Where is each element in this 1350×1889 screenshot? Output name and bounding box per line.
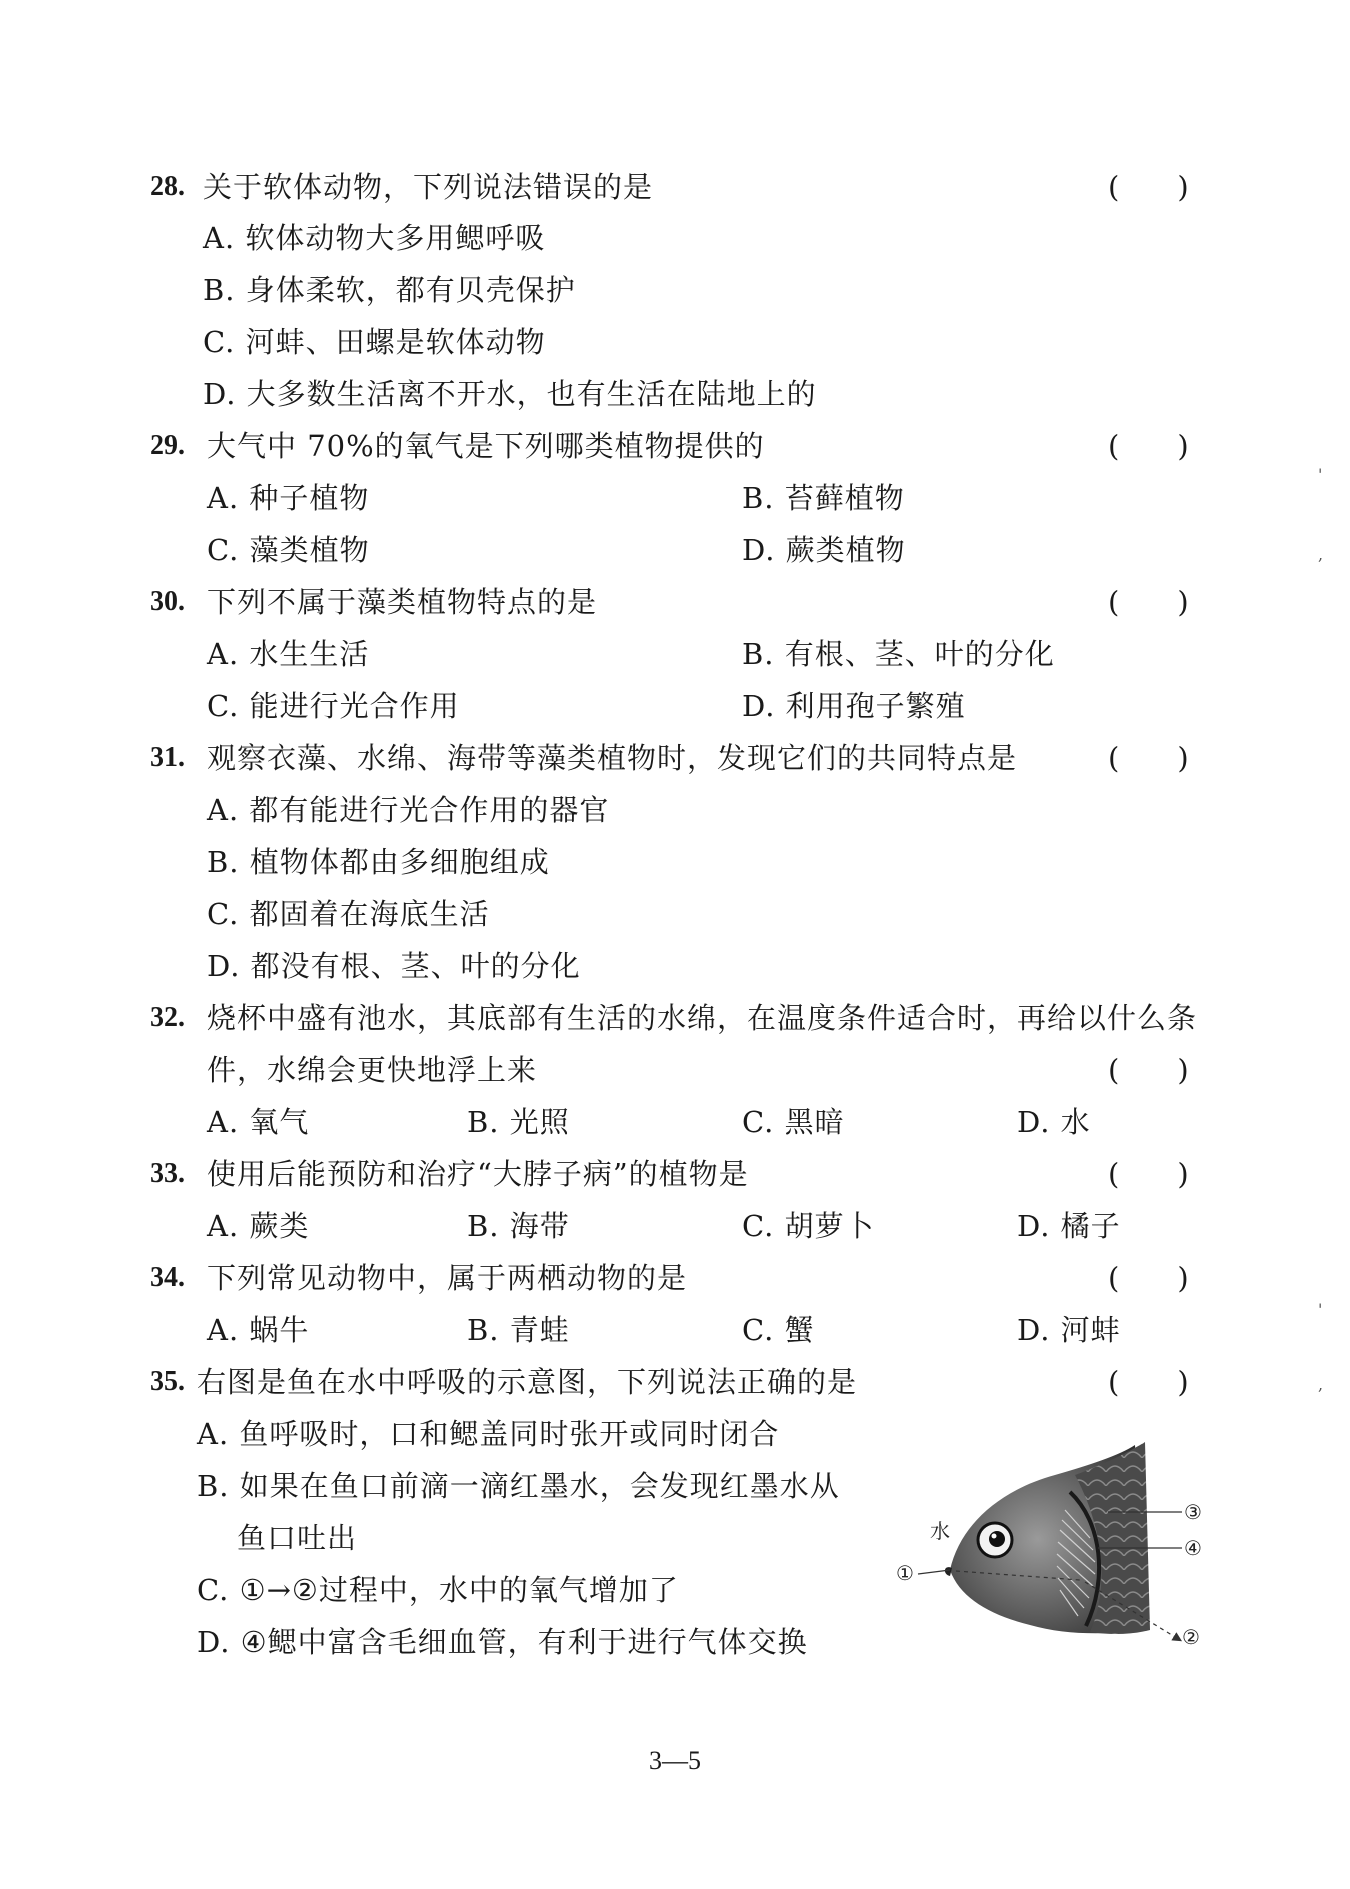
question-32-stem-continued: 件，水绵会更快地浮上来 [207,1053,538,1087]
question-29-number: 29. [150,430,185,461]
question-31-option-c: C. 都固着在海底生活 [207,897,490,931]
question-31-option-b: B. 植物体都由多细胞组成 [207,845,550,879]
question-29-option-d: D. 蕨类植物 [742,533,906,567]
question-33-option-b: B. 海带 [467,1209,570,1243]
marker-2-label: ② [1182,1625,1200,1649]
question-34-option-d: D. 河蚌 [1017,1313,1121,1347]
question-35-stem: 右图是鱼在水中呼吸的示意图，下列说法正确的是 [197,1365,858,1399]
water-label: 水 [930,1519,950,1543]
marker-3-label: ③ [1184,1500,1202,1524]
scan-edge-mark: ' [1318,465,1323,484]
question-29-stem: 大气中 70%的氧气是下列哪类植物提供的 [207,429,765,463]
question-35-option-b-continued: 鱼口吐出 [237,1521,358,1555]
question-28-option-b: B. 身体柔软，都有贝壳保护 [203,273,576,307]
question-32-option-d: D. 水 [1017,1105,1091,1139]
question-28-option-a: A. 软体动物大多用鳃呼吸 [203,221,546,255]
marker-4-label: ④ [1184,1536,1202,1560]
question-32-option-a: A. 氧气 [207,1105,310,1139]
question-31-option-d: D. 都没有根、茎、叶的分化 [207,949,581,983]
question-34-number: 34. [150,1262,185,1293]
question-28-answer-blank: ( ) [1108,170,1189,204]
fish-respiration-diagram [890,1430,1210,1650]
question-33-option-c: C. 胡萝卜 [742,1209,875,1243]
question-34-option-c: C. 蟹 [742,1313,815,1347]
question-32-number: 32. [150,1002,185,1033]
scan-edge-mark: ' [1318,1300,1323,1319]
question-31-answer-blank: ( ) [1108,741,1189,775]
question-35-option-c: C. ①→②过程中，水中的氧气增加了 [197,1573,679,1607]
question-30-option-d: D. 利用孢子繁殖 [742,689,966,723]
question-30-stem: 下列不属于藻类植物特点的是 [207,585,598,619]
question-29-option-a: A. 种子植物 [207,481,370,515]
question-30-option-c: C. 能进行光合作用 [207,689,460,723]
scan-edge-mark: , [1318,545,1324,564]
question-34-stem: 下列常见动物中，属于两栖动物的是 [207,1261,688,1295]
scan-edge-mark: , [1318,1375,1324,1394]
question-29-option-b: B. 苔藓植物 [742,481,905,515]
question-28-number: 28. [150,171,185,202]
question-28-stem: 关于软体动物，下列说法错误的是 [203,170,654,204]
question-30-option-b: B. 有根、茎、叶的分化 [742,637,1055,671]
question-35-option-d: D. ④鳃中富含毛细血管，有利于进行气体交换 [197,1625,808,1659]
question-34-answer-blank: ( ) [1108,1261,1189,1295]
question-29-answer-blank: ( ) [1108,429,1189,463]
question-34-option-a: A. 蜗牛 [207,1313,310,1347]
question-29-option-c: C. 藻类植物 [207,533,370,567]
question-30-number: 30. [150,586,185,617]
question-33-option-a: A. 蕨类 [207,1209,310,1243]
question-33-number: 33. [150,1158,185,1189]
question-32-option-b: B. 光照 [467,1105,570,1139]
question-30-answer-blank: ( ) [1108,585,1189,619]
question-33-option-d: D. 橘子 [1017,1209,1121,1243]
question-33-stem: 使用后能预防和治疗“大脖子病”的植物是 [207,1157,749,1191]
marker-1-label: ① [896,1561,914,1585]
question-31-stem: 观察衣藻、水绵、海带等藻类植物时，发现它们的共同特点是 [207,741,1018,775]
question-33-answer-blank: ( ) [1108,1157,1189,1191]
question-35-option-b: B. 如果在鱼口前滴一滴红墨水，会发现红墨水从 [197,1469,840,1503]
fish-head-illustration [945,1442,1150,1634]
question-35-option-a: A. 鱼呼吸时，口和鳃盖同时张开或同时闭合 [197,1417,780,1451]
question-28-option-c: C. 河蚌、田螺是软体动物 [203,325,546,359]
question-31-option-a: A. 都有能进行光合作用的器官 [207,793,610,827]
question-30-option-a: A. 水生生活 [207,637,370,671]
question-32-stem: 烧杯中盛有池水，其底部有生活的水绵，在温度条件适合时，再给以什么条 [207,1001,1198,1035]
question-32-answer-blank: ( ) [1108,1053,1189,1087]
question-35-number: 35. [150,1366,185,1397]
page-number: 3—5 [649,1746,701,1775]
question-32-option-c: C. 黑暗 [742,1105,845,1139]
question-31-number: 31. [150,742,185,773]
question-28-option-d: D. 大多数生活离不开水，也有生活在陆地上的 [203,377,817,411]
question-35-answer-blank: ( ) [1108,1365,1189,1399]
question-34-option-b: B. 青蛙 [467,1313,570,1347]
